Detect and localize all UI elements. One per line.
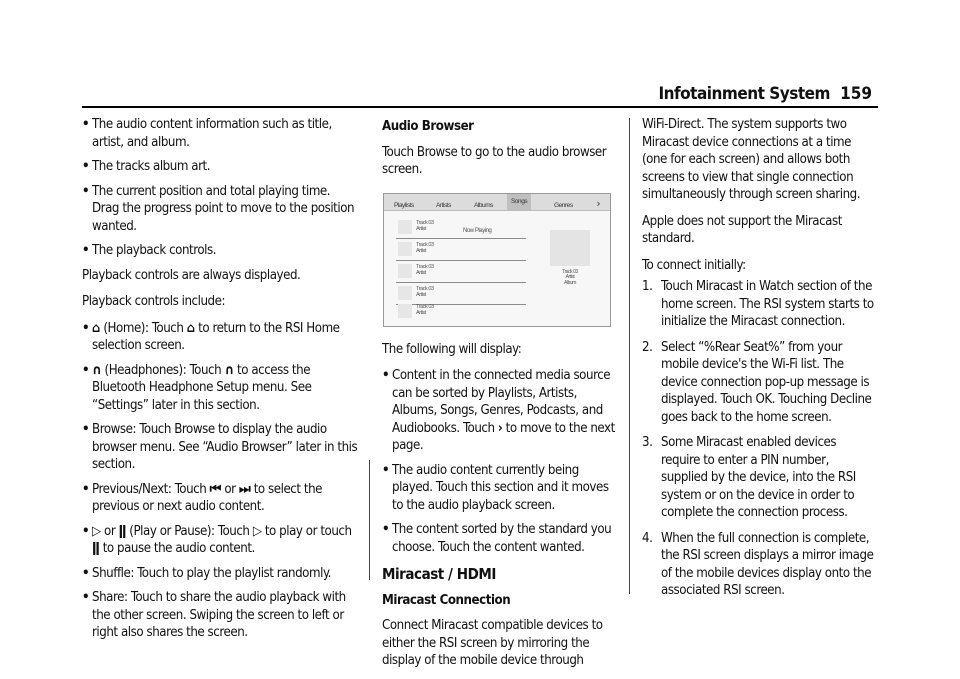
bullet-home: • ⌂ (Home): Touch ⌂ to return to the RSI Home selection screen. (82, 320, 340, 353)
play-icon: ▷ (92, 523, 101, 539)
pause-icon: ǁ (92, 541, 100, 556)
bullet-item: • The tracks album art. (82, 159, 211, 174)
numbered-step: 1. Touch Miracast in Watch section of the home screen. The RSI system starts to initialize the Miracast connection. (642, 279, 874, 329)
paragraph: Touch Browse to go to the audio browser screen. (382, 144, 607, 177)
tab-albums[interactable]: Albums (474, 201, 493, 209)
bullet-item: • The audio content currently being played. Touch this section and it moves to the audio playback screen. (382, 462, 609, 513)
album-thumb (398, 304, 412, 318)
paragraph: Apple does not support the Miracast standard. (642, 213, 842, 246)
numbered-step: 3. Some Miracast enabled devices require to enter a PIN number, supplied by the device, into the RSI system or on the device in order to complete the connection process. (642, 435, 856, 520)
album-thumb (398, 286, 412, 300)
heading-miracast-hdmi: Miracast / HDMI (382, 565, 496, 583)
song-row[interactable]: Track 03 Artist (396, 240, 526, 261)
bullet-browse: • Browse: Touch Browse to display the audio browser menu. See “Audio Browser” later in this section. (82, 422, 358, 472)
tab-playlists[interactable]: Playlists (394, 201, 414, 209)
paragraph: Playback controls are always displayed. (82, 267, 301, 283)
song-row[interactable]: Track 03 Artist (396, 218, 526, 239)
column-1 (82, 116, 360, 649)
column-2 (382, 116, 618, 679)
paragraph: The following will display: (382, 341, 522, 357)
subheading-audio-browser: Audio Browser (382, 119, 474, 134)
page-number: 159 (840, 84, 872, 104)
column-3 (642, 116, 878, 608)
bullet-shuffle: • Shuffle: Touch to play the playlist randomly. (82, 565, 331, 581)
paragraph: To connect initially: (642, 257, 746, 273)
paragraph: WiFi-Direct. The system supports two Miracast device connections at a time (one for each screen) and allows both screens to view that single connection simultaneously through screen sharing. (642, 117, 861, 202)
bullet-play-pause: • ▷ or ǁ (Play or Pause): Touch ▷ to play or touch ǁ to pause the audio content. (82, 523, 352, 556)
bullet-headphones: • ∩ (Headphones): Touch ∩ to access the Bluetooth Headphone Setup menu. See “Settings” later in this section. (82, 362, 312, 413)
column-divider-2 (629, 118, 630, 594)
pause-icon: ǁ (118, 523, 126, 539)
tab-songs[interactable]: Songs (507, 194, 531, 210)
subheading-miracast-connection: Miracast Connection (382, 592, 511, 608)
bullet-prev-next: • Previous/Next: Touch ⏮ or ⏭ to select the previous or next audio content. (82, 481, 323, 514)
column-divider-1 (369, 460, 370, 580)
bullet-item: • The content sorted by the standard you choose. Touch the content wanted. (382, 522, 612, 555)
now-playing-label[interactable]: Now Playing (463, 227, 492, 234)
tab-artists[interactable]: Artists (436, 201, 451, 209)
bullet-item: • The playback controls. (82, 243, 217, 258)
next-icon: ⏭ (238, 481, 251, 497)
numbered-step: 2. Select “%Rear Seat%” from your mobile device's the Wi-Fi list. The device connection pop-up message is displayed. Touch OK. Touching Decline goes back to the home screen. (642, 339, 872, 425)
tab-genres[interactable]: Genres (554, 201, 573, 209)
previous-icon: ⏮ (209, 481, 222, 497)
paragraph: Playback controls include: (82, 294, 226, 309)
song-row[interactable]: Track 03 Artist (396, 284, 526, 305)
headphones-icon: ∩ (224, 362, 234, 378)
home-icon: ⌂ (186, 320, 195, 336)
song-row[interactable]: Track 03 Artist (396, 262, 526, 283)
album-art[interactable] (550, 230, 590, 266)
album-thumb (398, 220, 412, 234)
play-icon: ▷ (252, 523, 262, 539)
page-header (0, 84, 960, 114)
album-thumb (398, 242, 412, 256)
album-thumb (398, 264, 412, 278)
next-page-icon[interactable]: › (596, 196, 600, 210)
numbered-step: 4. When the full connection is complete, the RSI screen displays a mirror image of the mobile devices display onto the associated RSI screen. (642, 530, 874, 598)
audio-browser-screenshot (383, 193, 611, 327)
song-row[interactable]: Track 03 Artist (396, 302, 526, 322)
browser-tab-bar (384, 194, 610, 211)
bullet-item: • Content in the connected media source can be sorted by Playlists, Artists, Albums, Songs, Genres, Podcasts, and Audiobooks. Touch › to move to the next page. (382, 368, 615, 453)
header-rule (82, 106, 878, 108)
section-title: Infotainment System (658, 84, 830, 104)
bullet-share: • Share: Touch to share the audio playback with the other screen. Swiping the screen to left or right also shares the screen. (82, 590, 346, 640)
home-icon: ⌂ (92, 320, 101, 336)
bullet-item: • The audio content information such as title, artist, and album. (82, 117, 332, 150)
paragraph: Connect Miracast compatible devices to either the RSI screen by mirroring the display of the mobile device through (382, 618, 603, 668)
headphones-icon: ∩ (92, 362, 102, 378)
now-playing-info: Track 03 Artist Album (562, 268, 578, 286)
bullet-item: • The current position and total playing time. Drag the progress point to move to the position wanted. (82, 183, 355, 234)
chevron-right-icon: › (497, 420, 503, 436)
